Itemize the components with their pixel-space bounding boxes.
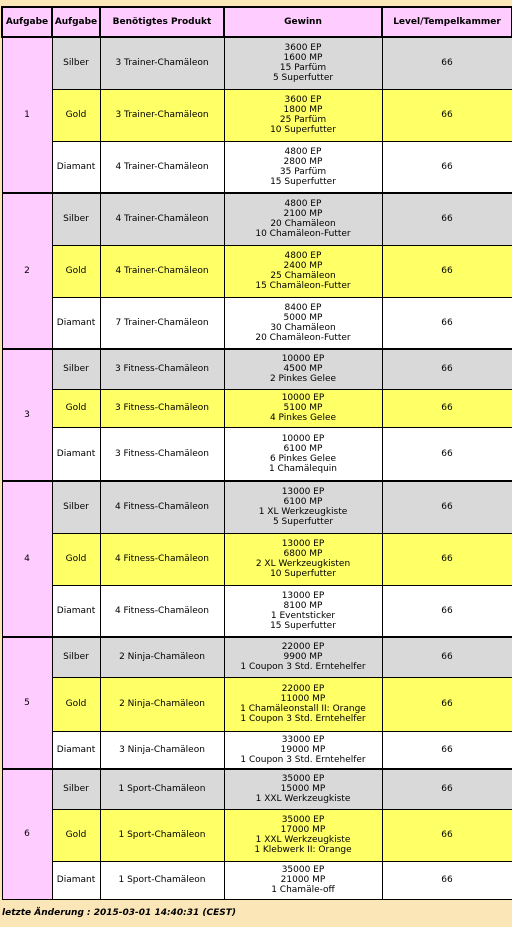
- gewinn-line: 1800 MP: [283, 105, 323, 115]
- gewinn-line: 15 Superfutter: [270, 176, 336, 187]
- produkt-cell: 4 Fitness-Chamäleon: [100, 585, 224, 637]
- table-row: [2, 89, 512, 141]
- header-aufgabe-nr: Aufgabe: [2, 7, 52, 37]
- produkt-cell: 4 Trainer-Chamäleon: [100, 245, 224, 297]
- gewinn-line: 3600 EP: [284, 43, 322, 54]
- gewinn-line: 35000 EP: [281, 865, 325, 875]
- aufgabe-number-cell: 3: [2, 349, 52, 481]
- gewinn-cell: [224, 585, 382, 637]
- produkt-cell: 3 Fitness-Chamäleon: [100, 349, 224, 389]
- gewinn-line: 33000 EP: [281, 734, 325, 745]
- gewinn-line: 6100 MP: [283, 443, 323, 454]
- gewinn-line: 6100 MP: [283, 497, 323, 508]
- gewinn-cell: [224, 427, 382, 481]
- gewinn-line: 1 Eventsticker: [270, 610, 336, 621]
- gewinn-cell: [224, 769, 382, 809]
- gewinn-line: 4500 MP: [283, 364, 323, 375]
- gewinn-line: 1 XXL Werkzeugkiste: [255, 794, 351, 805]
- level-cell: 66: [382, 193, 512, 245]
- produkt-cell: 3 Ninja-Chamäleon: [100, 731, 224, 769]
- gewinn-line: 5 Superfutter: [272, 73, 334, 84]
- gewinn-line: 15 Parfüm: [279, 63, 327, 74]
- gewinn-line: 20 Chamäleon: [270, 219, 336, 230]
- level-cell: 66: [382, 637, 512, 677]
- last-modified-text: letzte Änderung : 2015-03-01 14:40:31 (CEST): [2, 908, 236, 918]
- produkt-cell: 1 Sport-Chamäleon: [100, 809, 224, 861]
- header-gewinn: Gewinn: [224, 7, 382, 37]
- gewinn-line: 10000 EP: [281, 354, 325, 365]
- gewinn-cell: [224, 141, 382, 193]
- header-row: [2, 7, 512, 37]
- table-row: [2, 677, 512, 731]
- gewinn-cell: [224, 533, 382, 585]
- gewinn-cell: [224, 637, 382, 677]
- produkt-cell: 7 Trainer-Chamäleon: [100, 297, 224, 349]
- table-row: [2, 731, 512, 769]
- gewinn-line: 1 Chamäleonstall II: Orange: [240, 704, 366, 714]
- aufgabe-number-cell: 1: [2, 37, 52, 193]
- level-cell: 66: [382, 481, 512, 533]
- tier-cell: Gold: [52, 809, 100, 861]
- aufgabe-number-cell: 2: [2, 193, 52, 349]
- gewinn-line: 25 Parfüm: [279, 115, 327, 125]
- produkt-cell: 4 Trainer-Chamäleon: [100, 141, 224, 193]
- level-cell: 66: [382, 89, 512, 141]
- gewinn-line: 20 Chamäleon-Futter: [255, 332, 351, 343]
- gewinn-line: 4800 EP: [284, 199, 322, 210]
- gewinn-cell: [224, 193, 382, 245]
- table-row: [2, 481, 512, 533]
- gewinn-line: 10 Chamäleon-Futter: [255, 229, 351, 240]
- gewinn-line: 19000 MP: [280, 744, 326, 755]
- gewinn-line: 10000 EP: [281, 393, 325, 403]
- level-cell: 66: [382, 37, 512, 89]
- tier-cell: Diamant: [52, 731, 100, 769]
- gewinn-line: 1 Coupon 3 Std. Erntehelfer: [240, 662, 366, 673]
- tier-cell: Gold: [52, 677, 100, 731]
- level-cell: 66: [382, 141, 512, 193]
- gewinn-cell: [224, 245, 382, 297]
- tier-cell: Diamant: [52, 427, 100, 481]
- gewinn-line: 25 Chamäleon: [270, 271, 336, 281]
- gewinn-line: 21000 MP: [280, 875, 326, 885]
- gewinn-line: 13000 EP: [281, 539, 325, 549]
- gewinn-line: 30 Chamäleon: [270, 322, 336, 333]
- table-row: [2, 769, 512, 809]
- table-row: [2, 297, 512, 349]
- produkt-cell: 3 Trainer-Chamäleon: [100, 37, 224, 89]
- gewinn-cell: [224, 297, 382, 349]
- gewinn-line: 35 Parfüm: [279, 166, 327, 177]
- table-row: [2, 389, 512, 427]
- table-row: [2, 193, 512, 245]
- gewinn-cell: [224, 809, 382, 861]
- table-row: [2, 141, 512, 193]
- produkt-cell: 2 Ninja-Chamäleon: [100, 637, 224, 677]
- aufgabe-number-cell: 4: [2, 481, 52, 637]
- gewinn-line: 11000 MP: [280, 694, 326, 704]
- aufgabe-number-cell: 5: [2, 637, 52, 769]
- aufgabe-number-cell: 6: [2, 769, 52, 899]
- produkt-cell: 3 Fitness-Chamäleon: [100, 389, 224, 427]
- gewinn-line: 2 XL Werkzeugkisten: [255, 559, 351, 569]
- gewinn-line: 5000 MP: [283, 312, 323, 323]
- gewinn-line: 10 Superfutter: [270, 125, 336, 135]
- tier-cell: Silber: [52, 481, 100, 533]
- produkt-cell: 3 Fitness-Chamäleon: [100, 427, 224, 481]
- header-produkt: Benötigtes Produkt: [100, 7, 224, 37]
- level-cell: 66: [382, 427, 512, 481]
- tier-cell: Diamant: [52, 585, 100, 637]
- gewinn-line: 1 Chamälequin: [268, 463, 338, 474]
- level-cell: 66: [382, 861, 512, 899]
- table-row: [2, 37, 512, 89]
- gewinn-cell: [224, 731, 382, 769]
- gewinn-cell: [224, 37, 382, 89]
- gewinn-line: 17000 MP: [280, 825, 326, 835]
- tier-cell: Gold: [52, 389, 100, 427]
- gewinn-line: 13000 EP: [281, 590, 325, 601]
- level-cell: 66: [382, 731, 512, 769]
- level-cell: 66: [382, 769, 512, 809]
- tier-cell: Silber: [52, 193, 100, 245]
- gewinn-line: 1 Coupon 3 Std. Erntehelfer: [240, 714, 366, 724]
- tier-cell: Gold: [52, 533, 100, 585]
- gewinn-line: 4800 EP: [284, 146, 322, 157]
- gewinn-line: 10 Superfutter: [270, 569, 336, 579]
- gewinn-line: 13000 EP: [281, 487, 325, 498]
- gewinn-line: 9900 MP: [283, 652, 323, 663]
- produkt-cell: 3 Trainer-Chamäleon: [100, 89, 224, 141]
- produkt-cell: 2 Ninja-Chamäleon: [100, 677, 224, 731]
- tier-cell: Silber: [52, 37, 100, 89]
- produkt-cell: 4 Trainer-Chamäleon: [100, 193, 224, 245]
- gewinn-line: 10000 EP: [281, 433, 325, 444]
- gewinn-line: 6800 MP: [283, 549, 323, 559]
- gewinn-line: 2400 MP: [283, 261, 323, 271]
- gewinn-line: 4 Pinkes Gelee: [269, 413, 337, 423]
- level-cell: 66: [382, 349, 512, 389]
- gewinn-cell: [224, 677, 382, 731]
- tier-cell: Silber: [52, 637, 100, 677]
- quest-table-body: [2, 37, 512, 899]
- gewinn-line: 1 Coupon 3 Std. Erntehelfer: [240, 754, 366, 765]
- tier-cell: Silber: [52, 349, 100, 389]
- tier-cell: Silber: [52, 769, 100, 809]
- table-row: [2, 427, 512, 481]
- header-aufgabe-stufe: Aufgabe: [52, 7, 100, 37]
- tier-cell: Gold: [52, 89, 100, 141]
- table-row: [2, 809, 512, 861]
- gewinn-cell: [224, 89, 382, 141]
- table-row: [2, 349, 512, 389]
- table-row: [2, 533, 512, 585]
- level-cell: 66: [382, 585, 512, 637]
- table-row: [2, 861, 512, 899]
- gewinn-line: 15 Chamäleon-Futter: [255, 281, 351, 291]
- tier-cell: Diamant: [52, 297, 100, 349]
- tier-cell: Gold: [52, 245, 100, 297]
- gewinn-line: 1 Klebwerk II: Orange: [254, 845, 352, 855]
- level-cell: 66: [382, 389, 512, 427]
- gewinn-line: 35000 EP: [281, 774, 325, 785]
- gewinn-line: 1 XXL Werkzeugkiste: [255, 835, 351, 845]
- level-cell: 66: [382, 297, 512, 349]
- produkt-cell: 4 Fitness-Chamäleon: [100, 533, 224, 585]
- gewinn-line: 2100 MP: [283, 209, 323, 220]
- gewinn-line: 1 Chamäle-off: [271, 885, 335, 895]
- gewinn-line: 1 XL Werkzeugkiste: [258, 507, 348, 518]
- gewinn-line: 22000 EP: [281, 642, 325, 653]
- produkt-cell: 4 Fitness-Chamäleon: [100, 481, 224, 533]
- gewinn-cell: [224, 389, 382, 427]
- gewinn-line: 2800 MP: [283, 156, 323, 167]
- tier-cell: Diamant: [52, 141, 100, 193]
- table-row: [2, 637, 512, 677]
- page-frame: [0, 6, 512, 900]
- gewinn-line: 3600 EP: [284, 95, 322, 105]
- produkt-cell: 1 Sport-Chamäleon: [100, 769, 224, 809]
- level-cell: 66: [382, 533, 512, 585]
- gewinn-cell: [224, 349, 382, 389]
- produkt-cell: 1 Sport-Chamäleon: [100, 861, 224, 899]
- level-cell: 66: [382, 809, 512, 861]
- gewinn-line: 5 Superfutter: [272, 517, 334, 528]
- gewinn-cell: [224, 481, 382, 533]
- gewinn-line: 8400 EP: [284, 302, 322, 313]
- table-row: [2, 585, 512, 637]
- gewinn-line: 1600 MP: [283, 53, 323, 64]
- header-level: Level/Tempelkammer: [382, 7, 512, 37]
- tier-cell: Diamant: [52, 861, 100, 899]
- quest-table: [1, 6, 512, 900]
- level-cell: 66: [382, 677, 512, 731]
- gewinn-line: 4800 EP: [284, 251, 322, 261]
- gewinn-line: 8100 MP: [283, 600, 323, 611]
- gewinn-line: 15000 MP: [280, 784, 326, 795]
- gewinn-line: 6 Pinkes Gelee: [269, 453, 337, 464]
- gewinn-cell: [224, 861, 382, 899]
- gewinn-line: 35000 EP: [281, 815, 325, 825]
- gewinn-line: 2 Pinkes Gelee: [269, 374, 337, 385]
- gewinn-line: 22000 EP: [281, 684, 325, 694]
- gewinn-line: 5100 MP: [283, 403, 323, 413]
- level-cell: 66: [382, 245, 512, 297]
- gewinn-line: 15 Superfutter: [270, 620, 336, 631]
- table-row: [2, 245, 512, 297]
